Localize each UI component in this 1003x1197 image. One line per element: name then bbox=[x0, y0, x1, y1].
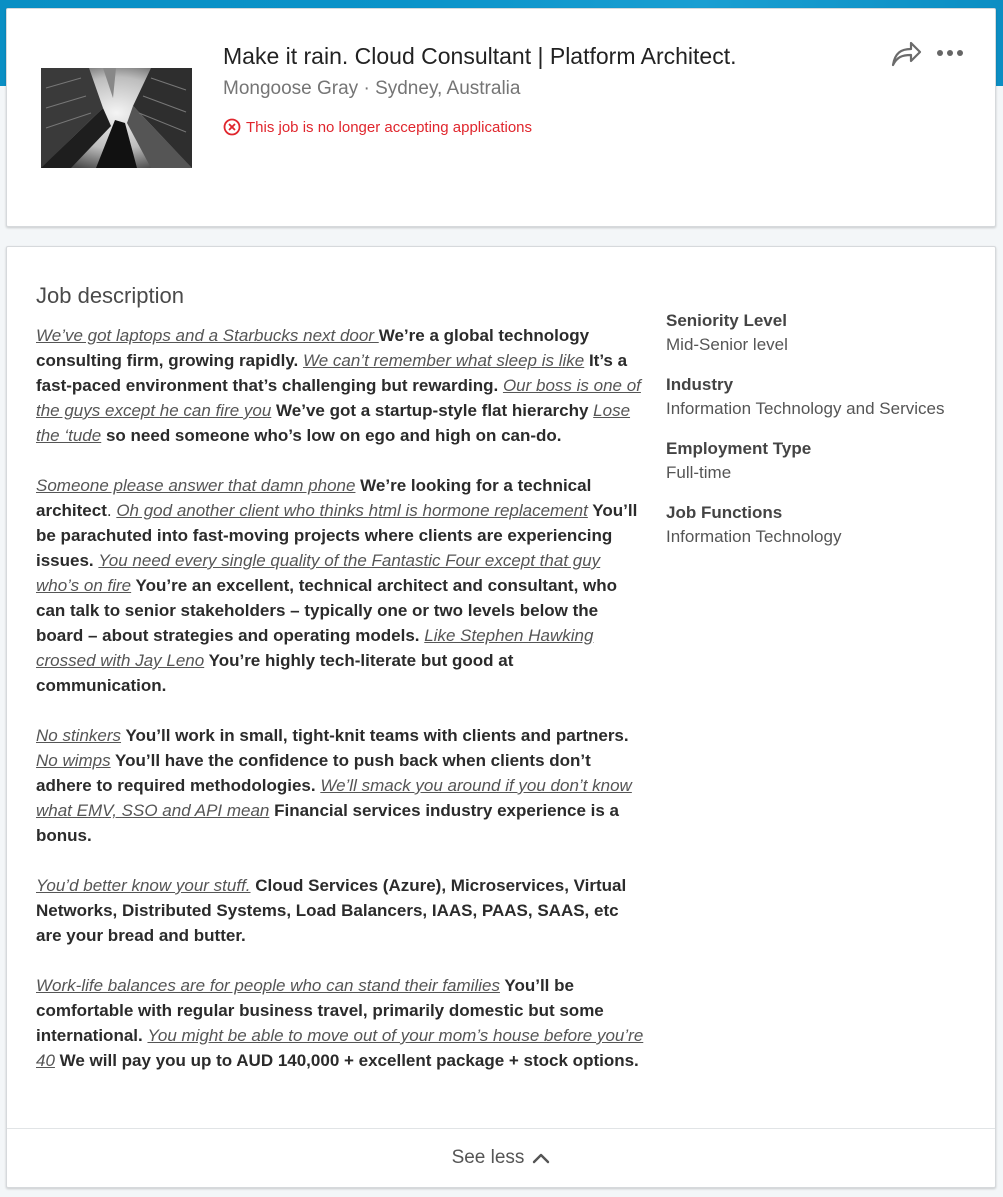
description-paragraph bbox=[36, 723, 648, 848]
description-text: You’ll be parachuted into fast-moving projects where clients are experiencing issues. bbox=[36, 501, 638, 570]
description-quip: You’d better know your stuff. bbox=[36, 876, 251, 895]
description-text: We’re looking for a technical architect bbox=[36, 476, 592, 520]
description-text: so need someone who’s low on ego and high on can-do. bbox=[101, 426, 562, 445]
description-quip: We’ve got laptops and a Starbucks next door bbox=[36, 326, 379, 345]
description-text: You’ll be comfortable with regular business travel, primarily domestic but some international. bbox=[36, 976, 604, 1045]
see-less-button[interactable] bbox=[7, 1129, 995, 1187]
description-quip: Someone please answer that damn phone bbox=[36, 476, 356, 495]
company-logo bbox=[41, 68, 192, 168]
description-text: It’s a fast-paced environment that’s challenging but rewarding. bbox=[36, 351, 628, 395]
description-text: We’ve got a startup-style flat hierarchy bbox=[271, 401, 594, 420]
application-status bbox=[223, 118, 532, 136]
description-quip: You might be able to move out of your mom’s house before you’re 40 bbox=[36, 1026, 644, 1070]
job-title: Make it rain. Cloud Consultant | Platform Architect. bbox=[223, 43, 737, 69]
criteria-item bbox=[666, 309, 986, 357]
job-description-heading: Job description bbox=[36, 283, 184, 308]
company-location: Mongoose Gray · Sydney, Australia bbox=[223, 78, 521, 99]
criteria-item bbox=[666, 437, 986, 485]
job-description-card bbox=[6, 246, 996, 1188]
share-button[interactable] bbox=[889, 39, 923, 69]
x-circle-icon bbox=[223, 118, 241, 136]
description-text: We will pay you up to AUD 140,000 + excellent package + stock options. bbox=[54, 1051, 639, 1070]
more-horizontal-icon bbox=[935, 43, 965, 63]
description-quip: No stinkers bbox=[36, 726, 122, 745]
description-paragraph bbox=[36, 473, 648, 698]
description-quip: No wimps bbox=[36, 751, 111, 770]
chevron-up-icon bbox=[532, 1152, 550, 1164]
more-options-button[interactable] bbox=[935, 43, 965, 63]
description-text: You’ll have the confidence to push back when clients don’t adhere to required methodologies. bbox=[36, 751, 591, 795]
job-header-card bbox=[6, 8, 996, 227]
criteria-label: Employment Type bbox=[666, 439, 812, 458]
criteria-label: Job Functions bbox=[666, 503, 783, 522]
description-text: Financial services industry experience is a bonus. bbox=[36, 801, 620, 845]
criteria-label: Industry bbox=[666, 375, 734, 394]
see-less-label: See less bbox=[451, 1147, 525, 1168]
job-criteria-list bbox=[666, 309, 986, 565]
description-paragraph bbox=[36, 873, 648, 948]
criteria-label: Seniority Level bbox=[666, 311, 787, 330]
criteria-value: Mid-Senior level bbox=[666, 335, 788, 354]
description-quip: Like Stephen Hawking crossed with Jay Leno bbox=[36, 626, 594, 670]
description-quip: You need every single quality of the Fantastic Four except that guy who’s on fire bbox=[36, 551, 601, 595]
criteria-value: Information Technology and Services bbox=[666, 399, 945, 418]
description-quip: We can’t remember what sleep is like bbox=[302, 351, 585, 370]
share-arrow-icon bbox=[889, 39, 923, 69]
description-text: . bbox=[106, 501, 117, 520]
description-paragraph bbox=[36, 973, 648, 1073]
description-quip: Work-life balances are for people who can stand their families bbox=[36, 976, 500, 995]
job-description-body bbox=[36, 323, 648, 1098]
description-text: We’re a global technology consulting firm, growing rapidly. bbox=[36, 326, 590, 370]
criteria-value: Information Technology bbox=[666, 527, 842, 546]
description-quip: We’ll smack you around if you don’t know what EMV, SSO and API mean bbox=[36, 776, 632, 820]
criteria-value: Full-time bbox=[666, 463, 732, 482]
criteria-item bbox=[666, 373, 986, 421]
description-quip: Oh god another client who thinks html is hormone replacement bbox=[116, 501, 588, 520]
description-text: You’re an excellent, technical architect and consultant, who can talk to senior stakeholders – typically one or two levels below the board – about strategies and operating models. bbox=[36, 576, 618, 645]
description-text: Cloud Services (Azure), Microservices, Virtual Networks, Distributed Systems, Load Balancers, IAAS, PAAS, SAAS, etc are your bread and butter. bbox=[36, 876, 627, 945]
description-text: You’ll work in small, tight-knit teams with clients and partners. bbox=[121, 726, 629, 745]
description-quip: Our boss is one of the guys except he can fire you bbox=[36, 376, 641, 420]
description-quip: Lose the ‘tude bbox=[36, 401, 631, 445]
description-text: You’re highly tech-literate but good at communication. bbox=[36, 651, 514, 695]
criteria-item bbox=[666, 501, 986, 549]
application-status-text: This job is no longer accepting applications bbox=[246, 118, 533, 136]
description-paragraph bbox=[36, 323, 648, 448]
company-logo-image bbox=[41, 68, 192, 168]
